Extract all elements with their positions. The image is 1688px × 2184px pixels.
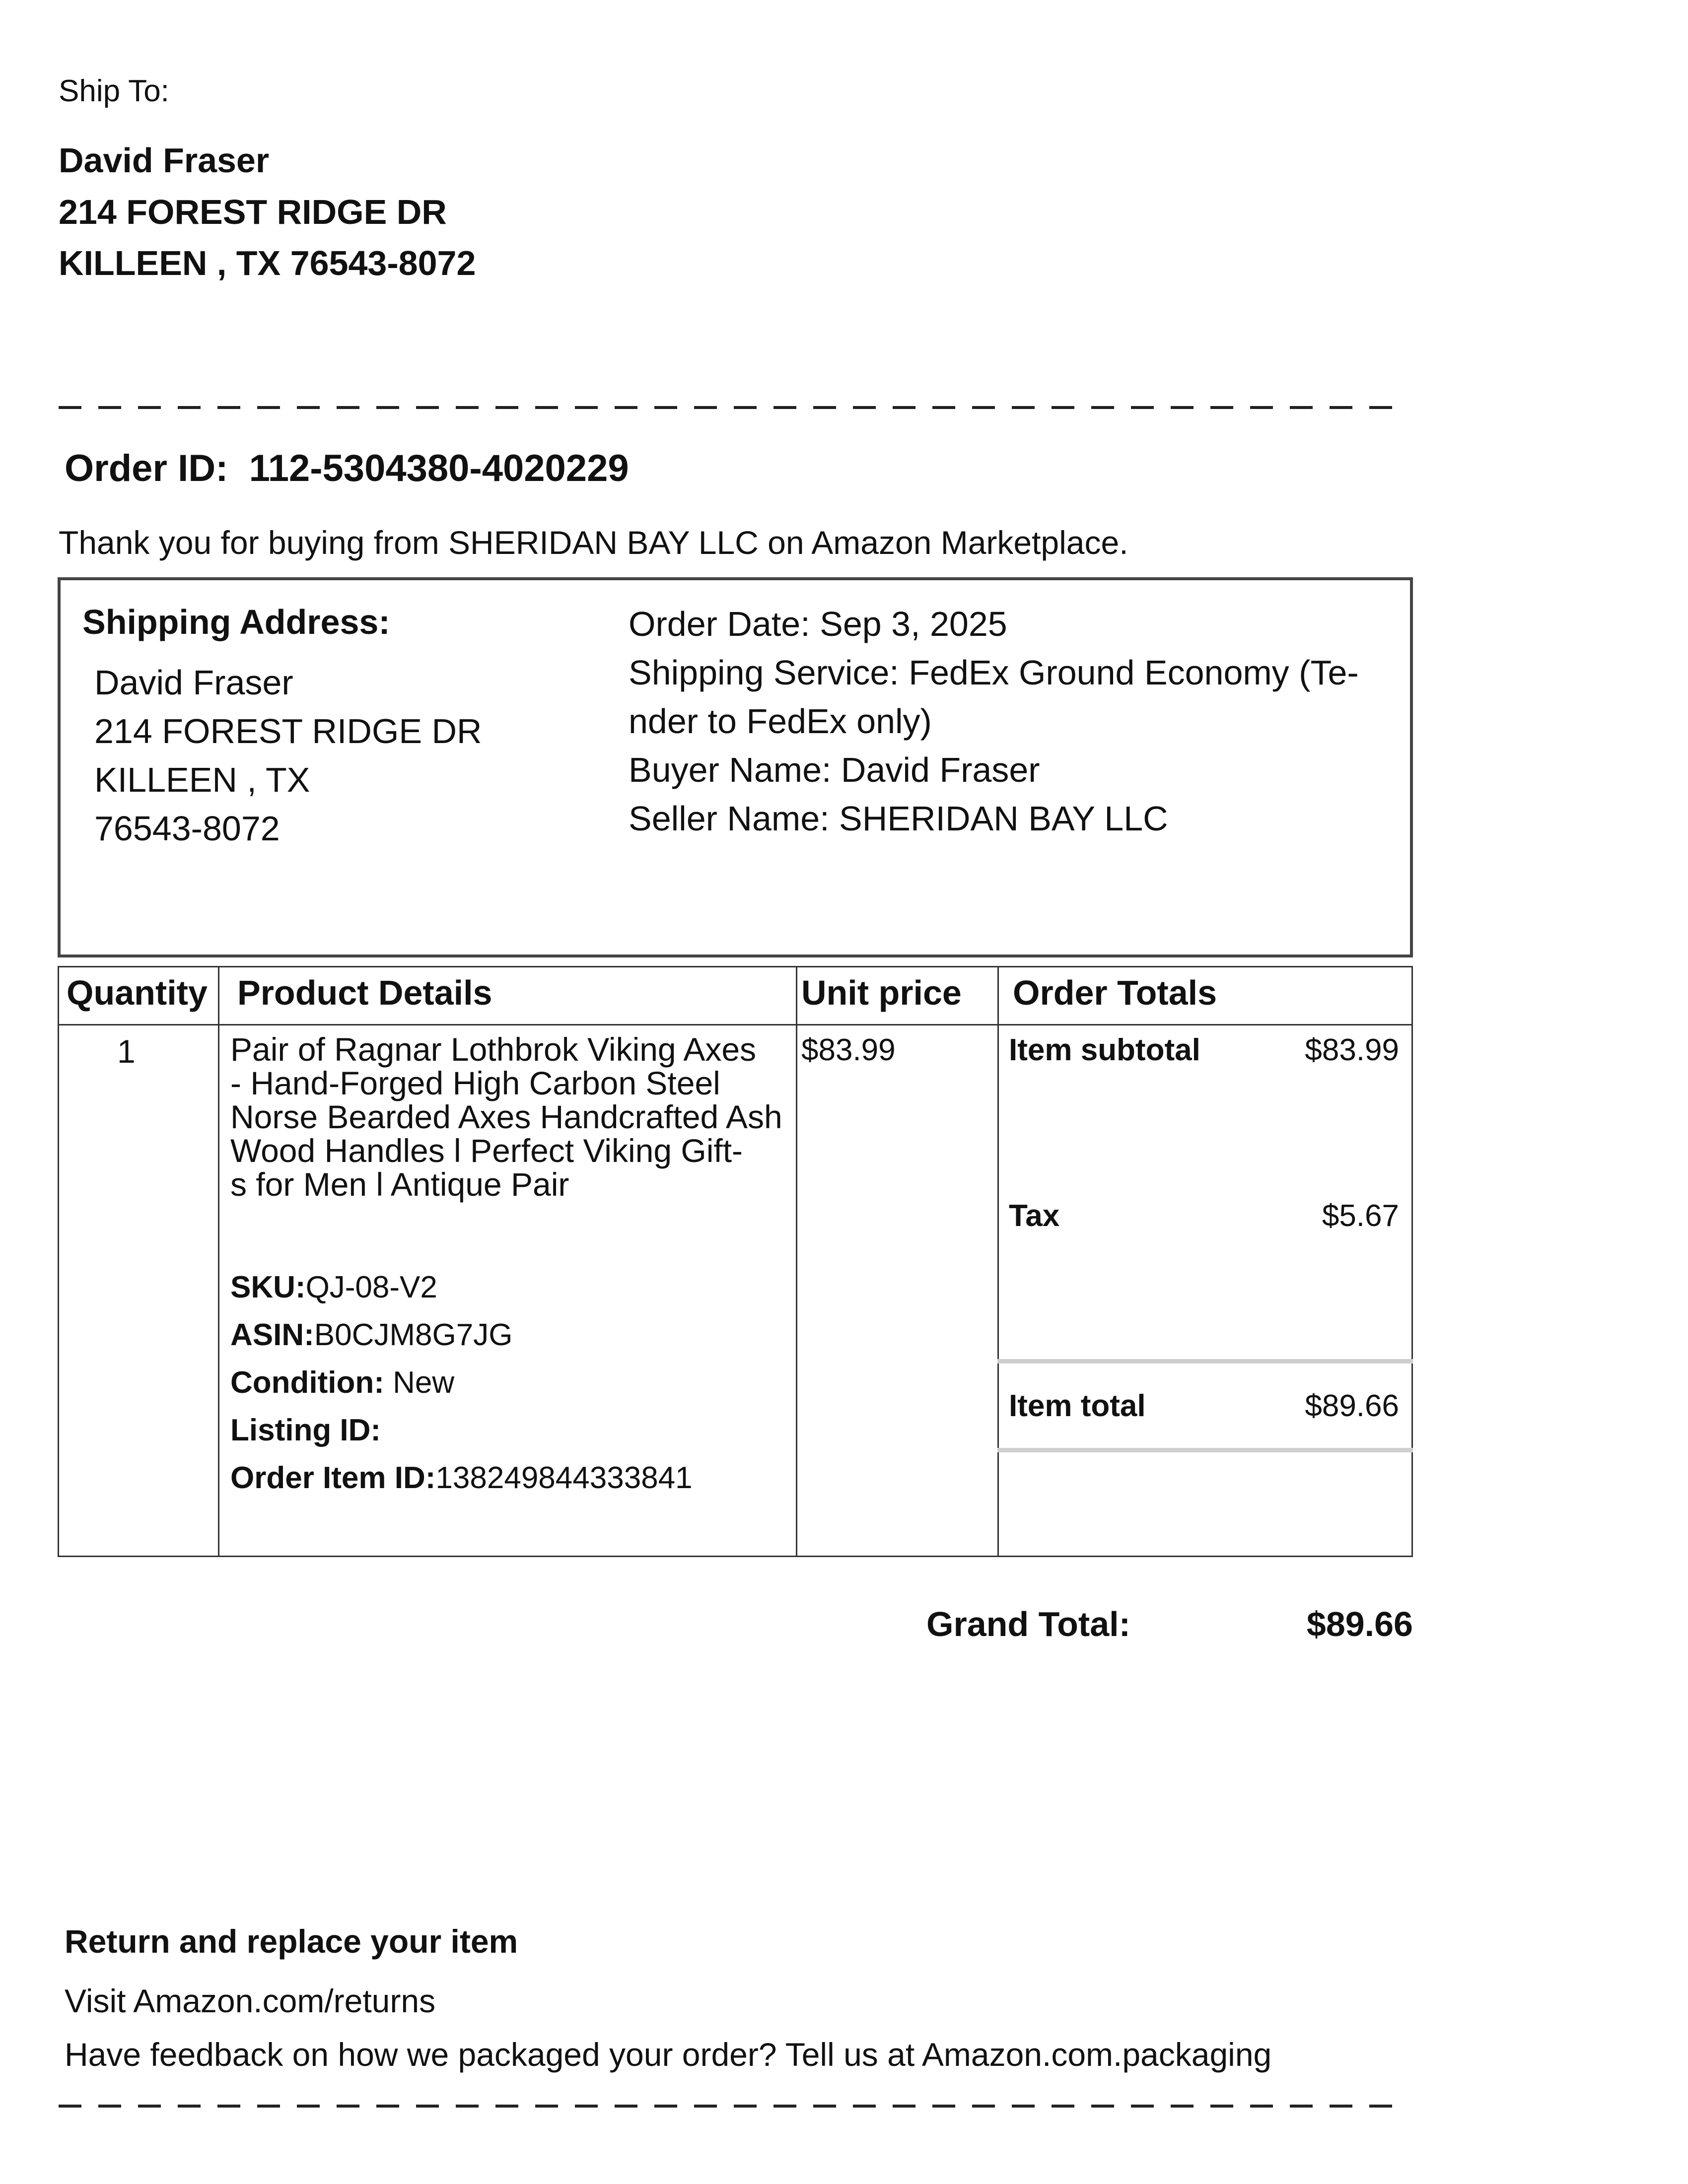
order-id-row — [65, 447, 629, 490]
sku-label: SKU: — [230, 1270, 306, 1304]
product-title-line: - Hand-Forged High Carbon Steel — [230, 1065, 720, 1101]
asin-label: ASIN: — [230, 1318, 314, 1352]
order-id-label: Order ID: — [65, 447, 228, 489]
cut-line-bottom — [59, 2105, 1399, 2108]
shipping-address-label: Shipping Address: — [82, 603, 390, 641]
table-top-border — [58, 966, 1413, 967]
product-title-line: Wood Handles l Perfect Viking Gift- — [230, 1132, 743, 1169]
asin-row — [230, 1317, 512, 1353]
shipping-address-city-state: KILLEEN , TX — [94, 760, 310, 799]
order-id-value: 112-5304380-4020229 — [249, 447, 629, 489]
order-item-id-label: Order Item ID: — [230, 1461, 436, 1495]
header-product-details: Product Details — [237, 973, 492, 1012]
item-total-label: Item total — [1009, 1389, 1146, 1423]
table-bottom-border — [58, 1556, 1413, 1557]
shipping-service-line1: Shipping Service: FedEx Ground Economy (Te- — [629, 653, 1359, 692]
table-header-divider — [58, 1024, 1413, 1025]
order-item-id-value: 138249844333841 — [435, 1461, 693, 1495]
ship-to-name: David Fraser — [59, 141, 270, 180]
listing-id-label: Listing ID: — [230, 1413, 381, 1447]
ship-to-label: Ship To: — [59, 74, 169, 108]
buyer-name: Buyer Name: David Fraser — [629, 751, 1040, 789]
returns-text: Visit Amazon.com/returns — [65, 1982, 436, 2019]
table-col-border — [1411, 966, 1413, 1557]
order-date: Order Date: Sep 3, 2025 — [629, 605, 1007, 643]
table-col-border — [997, 966, 999, 1557]
product-title — [230, 1032, 782, 1201]
shipping-service-line2: nder to FedEx only) — [629, 702, 932, 741]
return-heading: Return and replace your item — [65, 1923, 518, 1960]
item-quantity: 1 — [117, 1033, 136, 1070]
cut-line-top — [59, 406, 1399, 409]
table-col-border — [218, 966, 219, 1557]
table-col-border — [796, 966, 797, 1557]
item-total-value: $89.66 — [1305, 1389, 1399, 1423]
seller-name: Seller Name: SHERIDAN BAY LLC — [629, 799, 1168, 838]
condition-value: New — [393, 1365, 455, 1400]
tax-value: $5.67 — [1322, 1199, 1399, 1233]
condition-row — [230, 1365, 454, 1400]
item-unit-price: $83.99 — [801, 1033, 896, 1067]
sku-value: QJ-08-V2 — [305, 1270, 437, 1304]
order-item-id-row — [230, 1460, 693, 1496]
header-unit-price: Unit price — [801, 973, 962, 1012]
grand-total-value: $89.66 — [1306, 1605, 1413, 1643]
item-subtotal-value: $83.99 — [1305, 1033, 1399, 1067]
shipping-address-zip: 76543-8072 — [94, 809, 280, 848]
ship-to-street: 214 FOREST RIDGE DR — [59, 193, 447, 231]
product-title-line: Norse Bearded Axes Handcrafted Ash — [230, 1098, 782, 1135]
listing-id-row — [230, 1413, 381, 1448]
grand-total-label: Grand Total: — [926, 1605, 1130, 1643]
thank-you-text: Thank you for buying from SHERIDAN BAY LLC on Amazon Marketplace. — [59, 524, 1128, 561]
sku-row — [230, 1270, 437, 1305]
header-quantity: Quantity — [67, 973, 208, 1012]
item-subtotal-label: Item subtotal — [1009, 1033, 1200, 1067]
product-title-line: Pair of Ragnar Lothbrok Viking Axes — [230, 1031, 757, 1068]
condition-label: Condition: — [230, 1365, 384, 1400]
tax-label: Tax — [1009, 1199, 1060, 1233]
product-title-line: s for Men l Antique Pair — [230, 1166, 569, 1203]
shipping-address-name: David Fraser — [94, 663, 293, 702]
shipping-address-street: 214 FOREST RIDGE DR — [94, 712, 482, 751]
ship-to-city-state-zip: KILLEEN , TX 76543-8072 — [59, 244, 476, 282]
header-order-totals: Order Totals — [1013, 973, 1217, 1012]
table-col-border — [58, 966, 59, 1557]
asin-value: B0CJM8G7JG — [314, 1318, 513, 1352]
total-divider-bottom — [997, 1448, 1413, 1452]
total-divider-top — [997, 1359, 1413, 1364]
packaging-feedback-text: Have feedback on how we packaged your order? Tell us at Amazon.com.packaging — [65, 2036, 1272, 2073]
